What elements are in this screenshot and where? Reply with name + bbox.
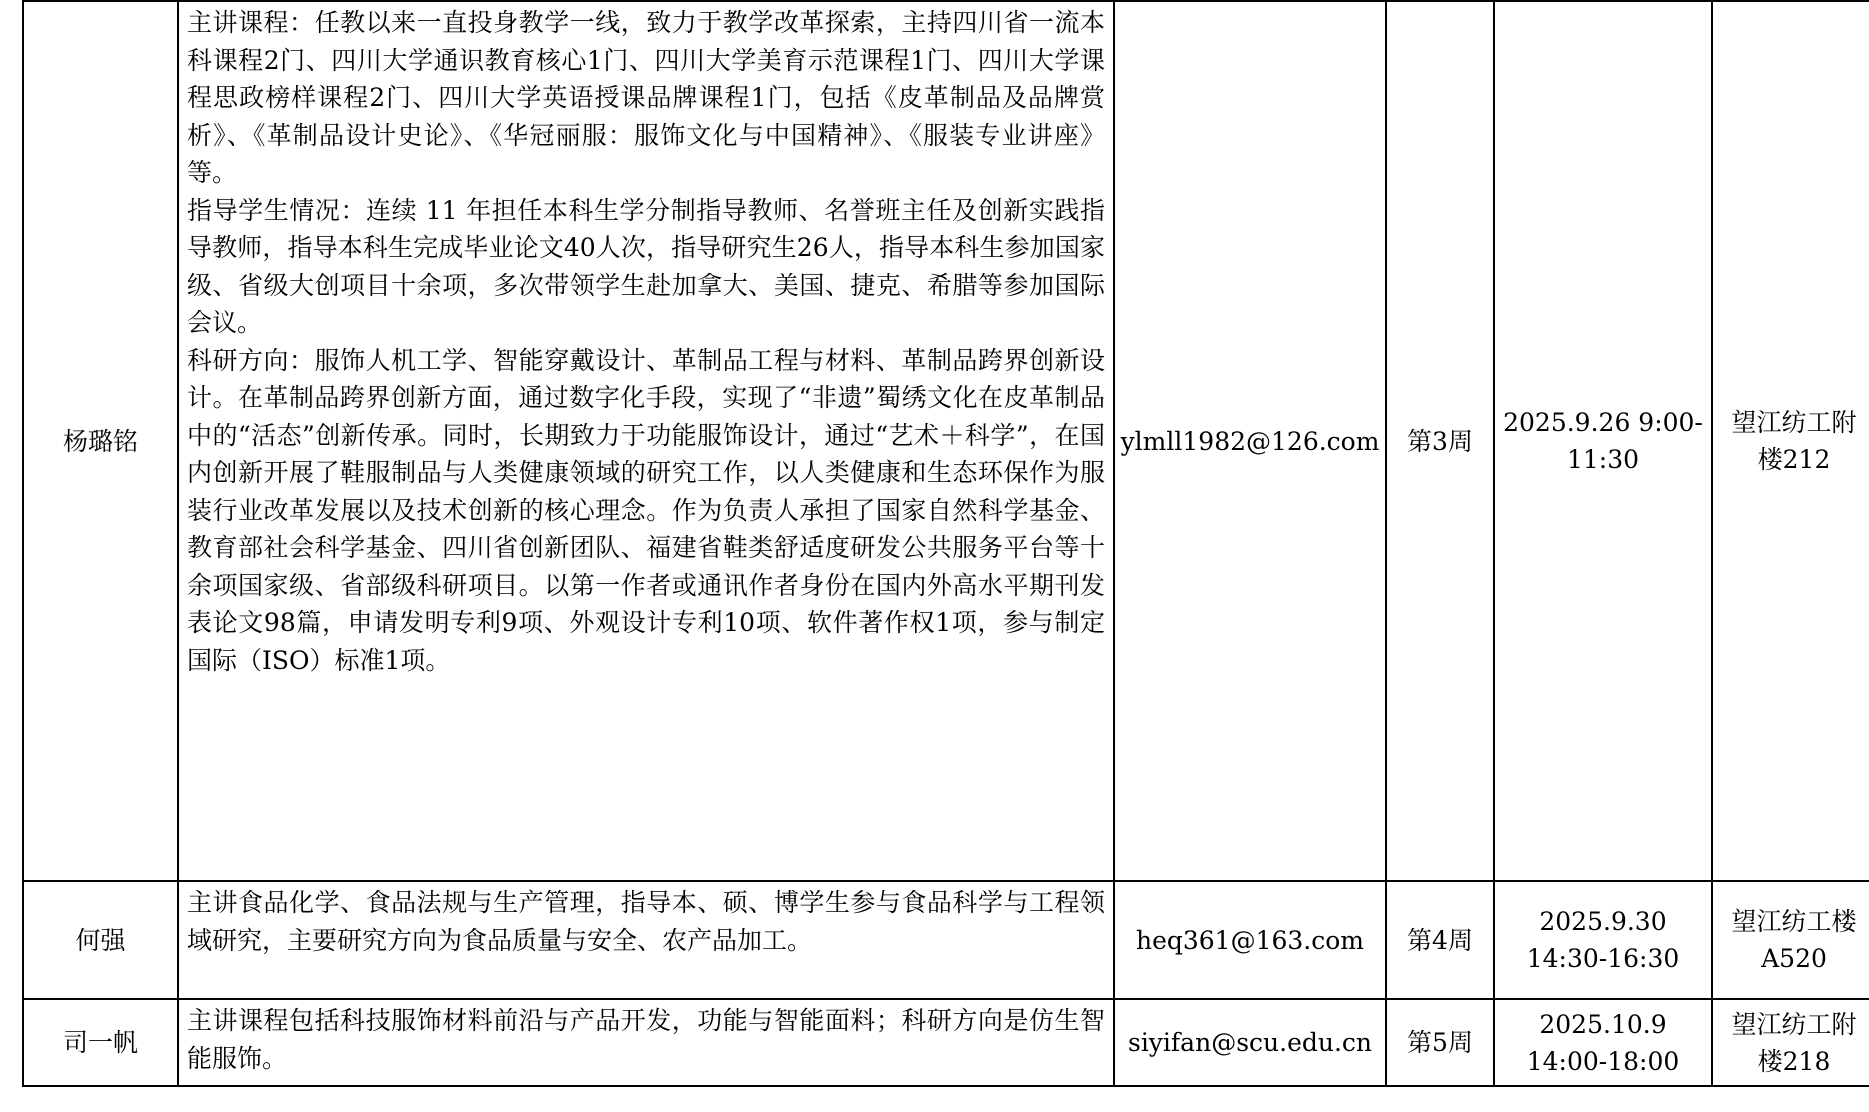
instructor-description	[178, 1, 1114, 881]
description-paragraph-research: 科研方向：服饰人机工学、智能穿戴设计、革制品工程与材料、革制品跨界创新设计。在革制品跨界创新方面，通过数字化手段，实现了“非遗”蜀绣文化在皮革制品中的“活态”创新传承。同时，长期致力于功能服饰设计，通过“艺术＋科学”，在国内创新开展了鞋服制品与人类健康领域的研究工作，以人类健康和生态环保作为服装行业改革发展以及技术创新的核心理念。作为负责人承担了国家自然科学基金、教育部社会科学基金、四川省创新团队、福建省鞋类舒适度研发公共服务平台等十余项国家级、省部级科研项目。以第一作者或通讯作者身份在国内外高水平期刊发表论文98篇，申请发明专利9项、外观设计专利10项、软件著作权1项，参与制定国际（ISO）标准1项。	[187, 345, 1105, 675]
instructor-name: 司一帆	[23, 999, 178, 1086]
place-line-2: A520	[1761, 944, 1827, 973]
instructor-schedule-table	[22, 0, 1869, 1087]
instructor-description	[178, 999, 1114, 1086]
time-line-2: 14:30-16:30	[1526, 944, 1680, 973]
instructor-email: heq361@163.com	[1114, 881, 1386, 999]
instructor-email: siyifan@scu.edu.cn	[1114, 999, 1386, 1086]
time-line-2: 11:30	[1566, 445, 1640, 474]
place-line-1: 望江纺工楼	[1731, 907, 1857, 936]
week-cell: 第4周	[1386, 881, 1494, 999]
description-paragraph-teaching: 主讲课程：任教以来一直投身教学一线，致力于教学改革探索，主持四川省一流本科课程2门、四川大学通识教育核心1门、四川大学美育示范课程1门、四川大学课程思政榜样课程2门、四川大学英语授课品牌课程1门，包括《皮革制品及品牌赏析》、《革制品设计史论》、《华冠丽服：服饰文化与中国精神》、《服装专业讲座》等。	[187, 8, 1105, 187]
time-cell	[1494, 999, 1712, 1086]
place-line-1: 望江纺工附	[1731, 408, 1857, 437]
place-cell	[1712, 999, 1869, 1086]
place-line-1: 望江纺工附	[1731, 1009, 1857, 1039]
instructor-email: ylmll1982@126.com	[1114, 1, 1386, 881]
week-cell: 第3周	[1386, 1, 1494, 881]
table-row	[23, 881, 1869, 999]
time-cell	[1494, 1, 1712, 881]
description-paragraph: 主讲课程包括科技服饰材料前沿与产品开发，功能与智能面料；科研方向是仿生智能服饰。	[187, 1006, 1105, 1073]
time-line-1: 2025.9.30	[1539, 907, 1667, 936]
time-cell	[1494, 881, 1712, 999]
time-line-2: 14:00-18:00	[1526, 1046, 1680, 1076]
place-cell	[1712, 881, 1869, 999]
instructor-name: 杨璐铭	[23, 1, 178, 881]
place-line-2: 楼218	[1757, 1046, 1831, 1076]
time-line-1: 2025.9.26 9:00-	[1503, 408, 1703, 437]
table-row	[23, 999, 1869, 1086]
instructor-name: 何强	[23, 881, 178, 999]
place-cell	[1712, 1, 1869, 881]
description-paragraph: 主讲食品化学、食品法规与生产管理，指导本、硕、博学生参与食品科学与工程领域研究，主要研究方向为食品质量与安全、农产品加工。	[187, 888, 1105, 955]
place-line-2: 楼212	[1757, 445, 1831, 474]
week-cell: 第5周	[1386, 999, 1494, 1086]
table-row	[23, 1, 1869, 881]
description-paragraph-students: 指导学生情况：连续 11 年担任本科生学分制指导教师、名誉班主任及创新实践指导教师，指导本科生完成毕业论文40人次，指导研究生26人，指导本科生参加国家级、省级大创项目十余项，多次带领学生赴加拿大、美国、捷克、希腊等参加国际会议。	[187, 195, 1105, 337]
time-line-1: 2025.10.9	[1539, 1009, 1667, 1039]
instructor-description	[178, 881, 1114, 999]
